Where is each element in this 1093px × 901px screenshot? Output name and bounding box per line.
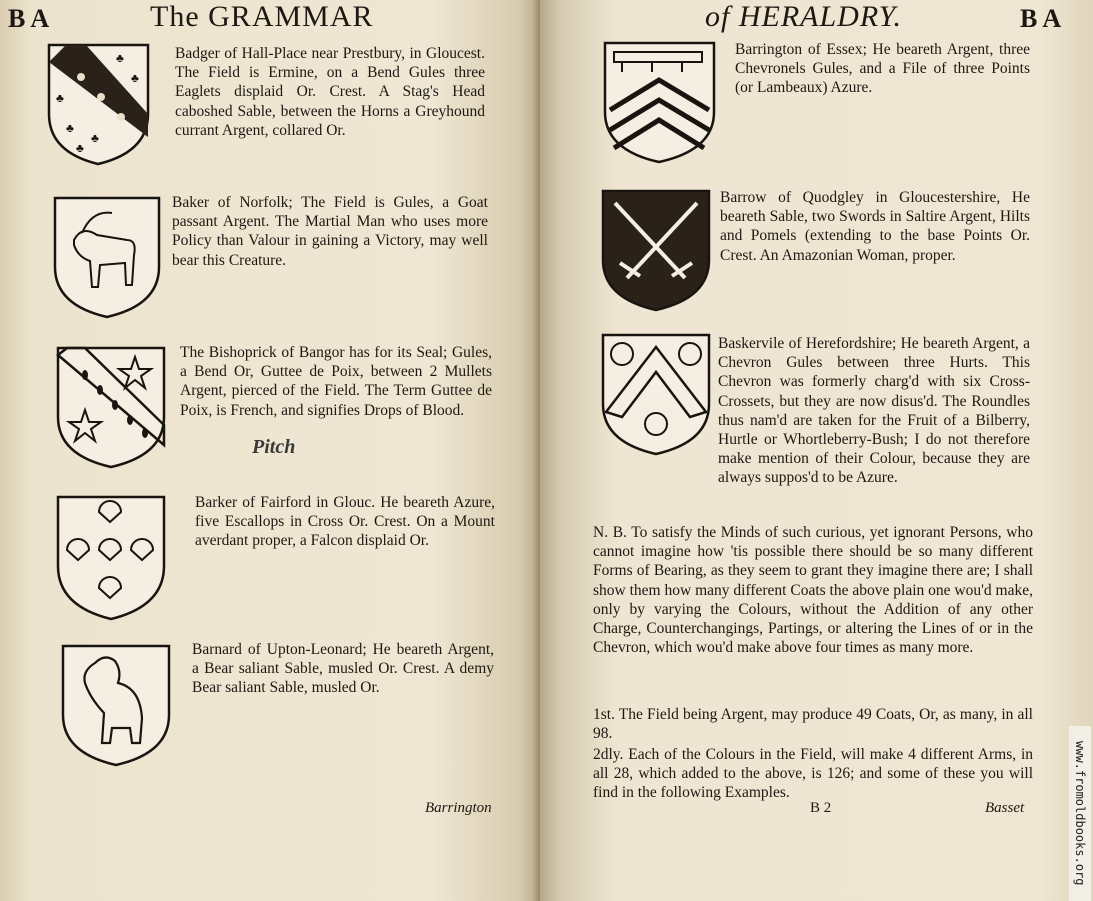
left-page bbox=[0, 0, 540, 901]
bear-shield-icon bbox=[60, 643, 172, 768]
svg-text:♣: ♣ bbox=[66, 121, 74, 135]
left-catchword: Barrington bbox=[425, 800, 492, 816]
svg-text:♣: ♣ bbox=[116, 51, 124, 65]
svg-text:♣: ♣ bbox=[76, 141, 84, 155]
bend-mullets-shield-icon bbox=[55, 345, 167, 470]
entry-baskervile: Baskervile of Herefordshire; He beareth Argent, a Chevron Gules between three Hurts. This Chevron was formerly charg'd with six Cross-Crossets, but they are now disus'd. The Roundles thus nam'd are taken for the Fruit of a Bilberry, Hurtle or Whortleberry-Bush; I do not therefore make mention of their Colour, because they are always suppos'd to be Azure. bbox=[718, 335, 1030, 487]
entry-barker: Barker of Fairford in Glouc. He beareth Azure, five Escallops in Cross Or. Crest. On a Mount averdant proper, a Falcon displaid Or. bbox=[195, 494, 495, 550]
handwritten-note: Pitch bbox=[252, 436, 296, 458]
right-page bbox=[540, 0, 1093, 901]
svg-text:♣: ♣ bbox=[91, 131, 99, 145]
signature-mark: B 2 bbox=[810, 800, 832, 816]
ermine-bend-shield-icon bbox=[46, 42, 151, 167]
entry-barrow: Barrow of Quodgley in Gloucestershire, He beareth Sable, two Swords in Saltire Argent, Hilts and Pomels (extending to the base Points Or. Crest. An Amazonian Woman, proper. bbox=[720, 189, 1030, 264]
first-note: 1st. The Field being Argent, may produce 49 Coats, Or, as many, in all 98. bbox=[593, 706, 1033, 743]
left-signature: B A bbox=[8, 4, 50, 33]
right-running-head: of HERALDRY. bbox=[705, 0, 903, 33]
goat-shield-icon bbox=[52, 195, 162, 320]
nota-bene: N. B. To satisfy the Minds of such curious, yet ignorant Persons, who cannot imagine how 'tis possible there should be so many different Forms of Bearing, as they seem to grant they imagine there are; I shall show them how many different Coats the above plain one wou'd make, only by varying the Colours, without the Addition of any other Charge, Counterchangings, Partings, or altering the Lines of or in the Chevron, which wou'd make above four times as many more. bbox=[593, 524, 1033, 657]
entry-barnard: Barnard of Upton-Leonard; He beareth Argent, a Bear saliant Sable, musled Or. Crest. A demy Bear saliant Sable, musled Or. bbox=[192, 641, 494, 697]
right-catchword: Basset bbox=[985, 800, 1025, 816]
entry-badger: Badger of Hall-Place near Prestbury, in Gloucest. The Field is Ermine, on a Bend Gules three Eaglets displaid Or. Crest. A Stag's Head caboshed Sable, between the Horns a Greyhound currant Argent, collared Or. bbox=[175, 45, 485, 139]
entry-barrington: Barrington of Essex; He beareth Argent, three Chevronels Gules, and a File of three Points (or Lambeaux) Azure. bbox=[735, 41, 1030, 97]
chevron-hurts-shield-icon bbox=[600, 332, 712, 457]
escallops-shield-icon bbox=[55, 494, 167, 622]
right-signature: B A bbox=[1020, 4, 1062, 33]
second-note: 2dly. Each of the Colours in the Field, will make 4 different Arms, in all 28, which added to the above, is 126; and some of these you will find in the following Examples. bbox=[593, 746, 1033, 802]
chevronels-shield-icon bbox=[602, 40, 717, 165]
entry-bangor: The Bishoprick of Bangor has for its Seal; Gules, a Bend Or, Guttee de Poix, between 2 Mullets Argent, pierced of the Field. The Term Guttee de Poix, is French, and signifies Drops of Blood. bbox=[180, 344, 492, 419]
svg-text:♣: ♣ bbox=[131, 71, 139, 85]
svg-text:♣: ♣ bbox=[56, 91, 64, 105]
entry-baker: Baker of Norfolk; The Field is Gules, a Goat passant Argent. The Martial Man who uses more Policy than Valour in gaining a Victory, may well bear this Creature. bbox=[172, 194, 488, 269]
swords-shield-icon bbox=[600, 188, 712, 313]
site-watermark: www.fromoldbooks.org bbox=[1069, 726, 1091, 901]
left-running-head: The GRAMMAR bbox=[150, 0, 374, 33]
